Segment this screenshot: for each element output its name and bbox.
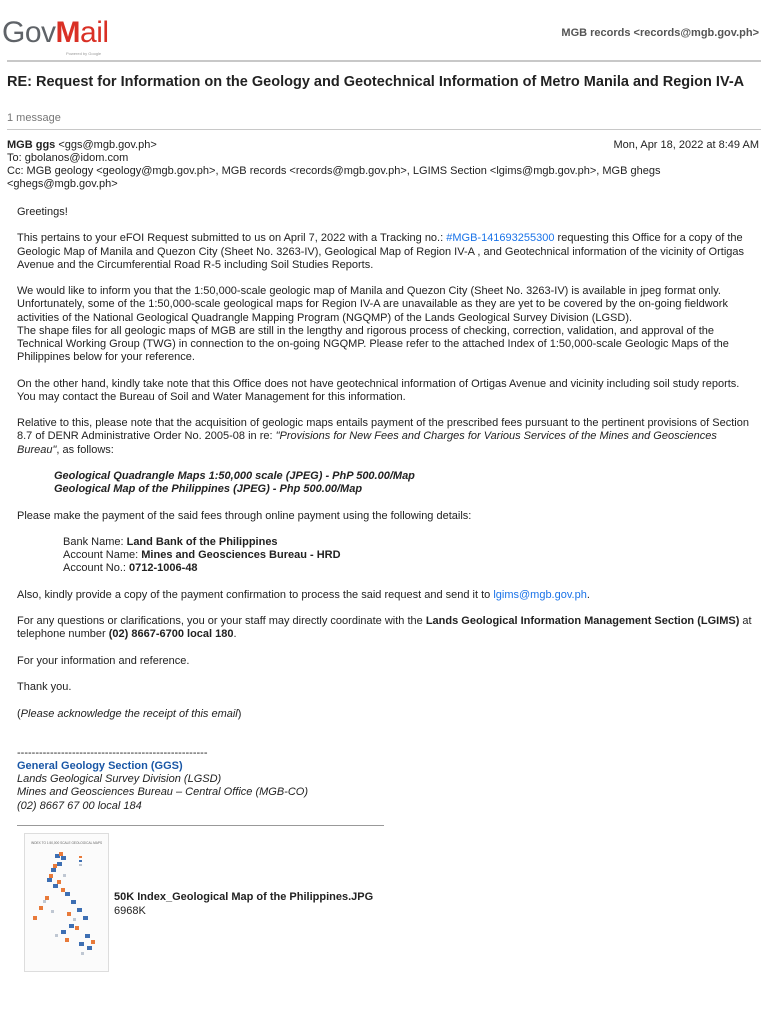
signature-section: General Geology Section (GGS) (17, 759, 183, 772)
account-name: Account Name: Mines and Geosciences Bureau - HRD (63, 549, 341, 562)
fee-item: Geological Quadrangle Maps 1:50,000 scale (JPEG) - PhP 500.00/Map (54, 469, 415, 482)
fee-list (54, 470, 753, 496)
greeting: Greetings! (17, 206, 68, 218)
paragraph-geotechnical: On the other hand, kindly take note that this Office does not have geotechnical information of Ortigas Avenue and vicinity including soil study reports. You may contact the Bureau of Soil and Water Management for this information. (17, 377, 740, 403)
paragraph-fees-intro: Relative to this, please note that the acquisition of geologic maps entails payment of the prescribed fees pursuant to the pertinent provisions of Section 8.7 of DENR Administrative Order No. 2005-08 in re: "Provisions for New Fees and Charges for Various Services of the Mines and Geosciences Bureau", as follows: (17, 417, 749, 456)
attachment-filename[interactable]: 50K Index_Geological Map of the Philippines.JPG (114, 891, 374, 903)
account-email: MGB records <records@mgb.gov.ph> (561, 27, 759, 39)
sender-name: MGB ggs (7, 139, 56, 151)
message-count: 1 message (7, 112, 61, 124)
logo-wordmark: GovMail (2, 16, 109, 49)
header-divider (7, 60, 761, 62)
subject-divider (7, 129, 761, 130)
paragraph-payment: Please make the payment of the said fees through online payment using the following details: (17, 509, 472, 522)
paragraph-acknowledge: (Please acknowledge the receipt of this email) (17, 707, 242, 720)
signature-separator: ---------------------------------------------------- (17, 746, 208, 759)
signature-line: (02) 8667 67 00 local 184 (17, 799, 142, 812)
recipient-to: To: gbolanos@idom.com (7, 152, 129, 164)
attachment-thumbnail[interactable] (24, 833, 109, 972)
message-body (17, 206, 753, 813)
account-number: Account No.: 0712-1006-48 (63, 562, 198, 575)
sender (7, 139, 157, 151)
message-date: Mon, Apr 18, 2022 at 8:49 AM (613, 139, 759, 151)
paragraph-availability: We would like to inform you that the 1:50,000-scale geologic map of Manila and Quezon City (Sheet No. 3263-IV) is available in jpeg format only. Unfortunately, some of the 1:50,000-scale geological maps for Region IV-A are unavailable as they are yet to be covered by the on-going fieldwork activities of the National Geological Quadrangle Mapping Program (NGQMP) of the Lands Geological Survey Division (LGSD). The shape files for all geologic maps of MGB are still in the lengthy and rigorous process of checking, correction, validation, and approval of the Technical Working Group (TWG) in connection to the on-going NGQMP. Please refer to the attached Index of 1:50,000-scale Geologic Maps of the Philippines below for your reference. (17, 285, 729, 364)
lgims-email-link[interactable]: lgims@mgb.gov.ph (493, 588, 587, 601)
logo-tagline: Powered by Google (66, 51, 102, 56)
paragraph-contact: For any questions or clarifications, you or your staff may directly coordinate with the Lands Geological Information Management Section (LGIMS) at telephone number (02) 8667-6700 local 180. (17, 615, 752, 641)
paragraph-reference: For your information and reference. (17, 654, 190, 667)
attachment-divider (17, 825, 384, 826)
signature-line: Mines and Geosciences Bureau – Central Office (MGB-CO) (17, 786, 309, 799)
paragraph-thanks: Thank you. (17, 681, 72, 694)
tracking-link[interactable]: #MGB-141693255300 (446, 232, 555, 245)
bank-name: Bank Name: Land Bank of the Philippines (63, 535, 278, 548)
signature-line: Lands Geological Survey Division (LGSD) (17, 773, 222, 786)
paragraph-confirmation: Also, kindly provide a copy of the payment confirmation to process the said request and send it to lgims@mgb.gov.ph. (17, 588, 590, 601)
recipient-cc: Cc: MGB geology <geology@mgb.gov.ph>, MGB records <records@mgb.gov.ph>, LGIMS Section <lgims@mgb.gov.ph>, MGB ghegs <ghegs@mgb.gov.ph> (7, 165, 661, 190)
map-thumbnail-icon (25, 834, 108, 971)
paragraph-tracking: This pertains to your eFOI Request submitted to us on April 7, 2022 with a Tracking no.: #MGB-141693255300 requesting this Office for a copy of the Geologic Map of Manila and Quezon City (Sheet No. 3263-IV), Geological Map of Region IV-A , and Geotechnical information of the vicinity of Ortigas Avenue and the Circumferential Road R-5 including Soil Studies Reports. (17, 232, 744, 271)
sender-email: <ggs@mgb.gov.ph> (58, 139, 157, 151)
fee-item: Geological Map of the Philippines (JPEG) - Php 500.00/Map (54, 483, 363, 496)
thumb-title: INDEX TO 1:50,000 SCALE GEOLOGICAL MAPS (31, 841, 103, 845)
attachment-size: 6968K (114, 905, 146, 917)
email-subject: RE: Request for Information on the Geology and Geotechnical Information of Metro Manila and Region IV-A (7, 74, 745, 90)
govmail-logo (2, 10, 122, 56)
bank-details (63, 536, 753, 576)
